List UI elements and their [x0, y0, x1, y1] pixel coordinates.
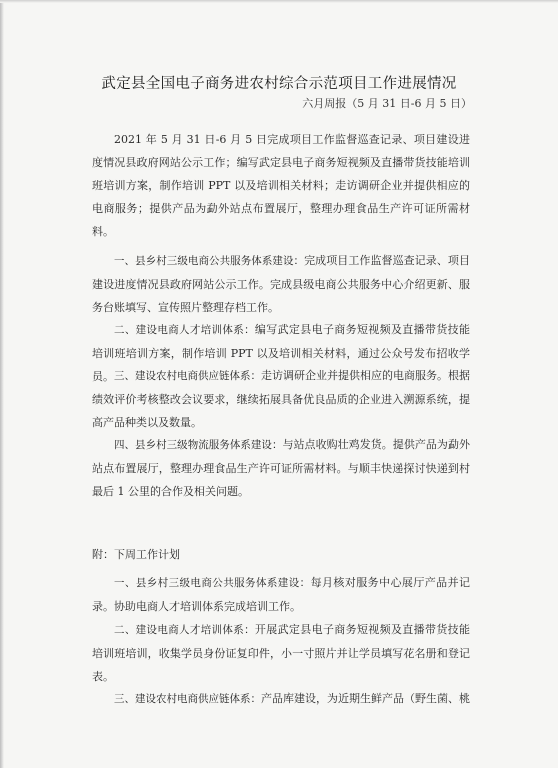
- section-3: [92, 364, 470, 434]
- plan-item-2: [92, 618, 470, 688]
- section-4: [92, 433, 470, 503]
- scan-shadow-top: [0, 0, 558, 3]
- plan-item-3: [92, 687, 470, 711]
- plan-item-2-heading: 二、建设电商人才培训体系：: [114, 624, 255, 636]
- section-1: [92, 249, 470, 319]
- plan-item-3-body: 产品库建设，为近期生鲜产品（野生菌、桃: [261, 692, 470, 705]
- document-title: 武定县全国电子商务进农村综合示范项目工作进展情况: [101, 76, 457, 92]
- plan-item-1-heading: 一、县乡村三级电商公共服务体系建设：: [114, 577, 311, 589]
- plan-item-1-body: 每月核对服务中心展厅产品并记录。协助电商人才培训体系完成培训工作。: [92, 576, 471, 613]
- section-4-heading: 四、县乡村三级物流服务体系建设：: [114, 439, 283, 451]
- next-week-plan-heading: 附：下周工作计划: [92, 548, 180, 561]
- section-1-body: 完成项目工作监督巡查记录、项目建设进度情况县政府网站公示工作。完成县级电商公共服务中心介绍更新、服务台账填写、宣传照片整理存档工作。: [92, 254, 470, 314]
- section-1-heading: 一、县乡村三级电商公共服务体系建设：: [114, 255, 305, 267]
- plan-item-2-body: 开展武定县电子商务短视频及直播带货技能培训班培训，收集学员身份证复印件，小一寸照片并让学员填写花名册和登记表。: [92, 623, 471, 683]
- section-2-heading: 二、建设电商人才培训体系：: [114, 324, 255, 336]
- section-4-body: 与站点收购壮鸡发货。提供产品为勐外站点布置展厅，整理办理食品生产许可证所需材料。与顺丰快递探讨快递到村最后 1 公里的合作及相关问题。: [92, 438, 470, 498]
- section-3-heading: 三、建设农村电商供应链体系：: [114, 370, 261, 382]
- intro-paragraph: 2021 年 5 月 31 日-6 月 5 日完成项目工作监督巡查记录、项目建设进度情况县政府网站公示工作；编写武定县电子商务短视频及直播带货技能培训班培训方案，制作培训 PPT 以及培训相关材料；走访调研企业并提供相应的电商服务；提供产品为勐外站点布置展厅，整理办理食品生产许可证所需材料。: [92, 133, 470, 238]
- scan-shadow-left: [0, 0, 4, 768]
- plan-item-3-heading: 三、建设农村电商供应链体系：: [114, 693, 261, 705]
- section-2-body: 编写武定县电子商务短视频及直播带货技能培训班培训方案，制作培训 PPT 以及培训相关材料，通过公众号发布招收学员。: [92, 323, 471, 383]
- plan-item-1: [92, 571, 470, 618]
- section-3-body: 走访调研企业并提供相应的电商服务。根据绩效评价考核整改会议要求，继续拓展具备优良品质的企业进入溯源系统，提高产品种类以及数量。: [92, 369, 470, 429]
- document-subtitle: 六月周报（5 月 31 日-6 月 5 日）: [302, 97, 472, 110]
